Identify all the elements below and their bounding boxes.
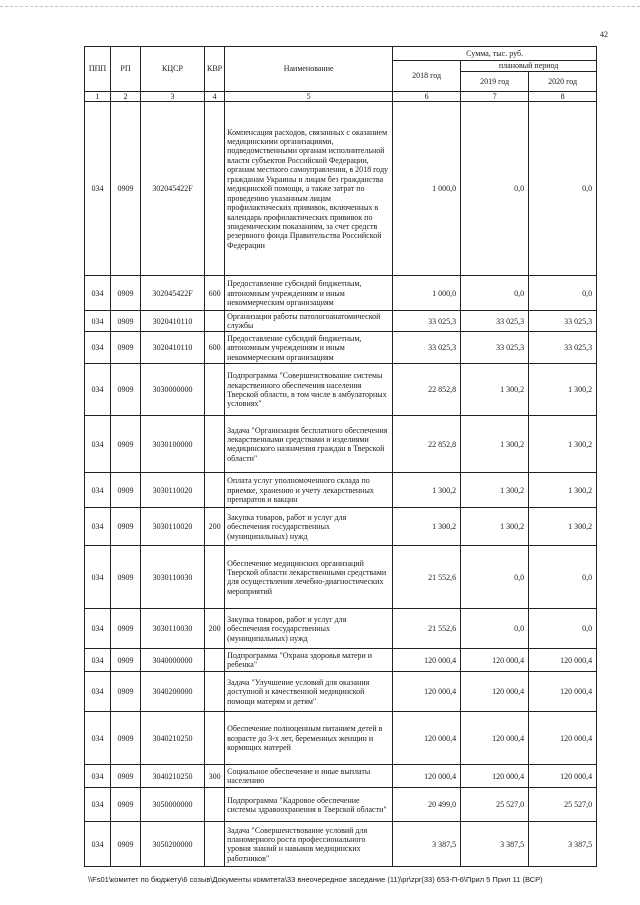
cell-kvr: [205, 788, 225, 822]
header-ppp: ППП: [85, 47, 111, 92]
column-number: 2: [111, 92, 141, 102]
cell-kvr: 200: [205, 609, 225, 649]
cell-name: Социальное обеспечение и иные выплаты населению: [225, 765, 393, 788]
cell-kcsr: 3050200000: [141, 822, 205, 867]
cell-amount-2020: 25 527,0: [529, 788, 597, 822]
cell-name: Закупка товаров, работ и услуг для обеспечения государственных (муниципальных) нужд: [225, 609, 393, 649]
cell-rp: 0909: [111, 609, 141, 649]
cell-amount-2019: 1 300,2: [461, 416, 529, 473]
cell-name: Обеспечение медицинских организаций Тверской области лекарственными средствами для осуществления лечебно-диагностических мероприятий: [225, 546, 393, 609]
cell-amount-2019: 0,0: [461, 546, 529, 609]
cell-name: Подпрограмма "Совершенствование системы лекарственного обеспечения населения Тверской области, в том числе в амбулаторных условиях": [225, 364, 393, 416]
header-rp: РП: [111, 47, 141, 92]
cell-amount-2020: 1 300,2: [529, 416, 597, 473]
cell-kvr: [205, 672, 225, 712]
table-row: [85, 364, 597, 416]
cell-kcsr: 3030110030: [141, 609, 205, 649]
cell-amount-2019: 0,0: [461, 276, 529, 311]
cell-rp: 0909: [111, 364, 141, 416]
cell-kcsr: 302045422F: [141, 102, 205, 276]
cell-rp: 0909: [111, 102, 141, 276]
cell-name: Обеспечение полноценным питанием детей в возрасте до 3-х лет, беременных женщин и кормящих матерей: [225, 712, 393, 765]
cell-amount-2018: 21 552,6: [393, 609, 461, 649]
cell-ppp: 034: [85, 765, 111, 788]
column-number-row: [85, 92, 597, 102]
table-row: [85, 546, 597, 609]
cell-amount-2019: 33 025,3: [461, 311, 529, 332]
cell-rp: 0909: [111, 788, 141, 822]
cell-ppp: 034: [85, 102, 111, 276]
cell-kvr: [205, 364, 225, 416]
cell-amount-2018: 120 000,4: [393, 765, 461, 788]
cell-kcsr: 3040000000: [141, 649, 205, 672]
cell-amount-2020: 1 300,2: [529, 364, 597, 416]
cell-rp: 0909: [111, 332, 141, 364]
cell-rp: 0909: [111, 276, 141, 311]
cell-rp: 0909: [111, 416, 141, 473]
table-row: [85, 788, 597, 822]
cell-ppp: 034: [85, 416, 111, 473]
cell-kcsr: 302045422F: [141, 276, 205, 311]
cell-amount-2019: 120 000,4: [461, 672, 529, 712]
table-row: [85, 311, 597, 332]
cell-kcsr: 3030110030: [141, 546, 205, 609]
cell-rp: 0909: [111, 822, 141, 867]
cell-amount-2019: 120 000,4: [461, 712, 529, 765]
cell-name: Задача "Совершенствование условий для планомерного роста профессионального уровня знаний и навыков медицинских работников": [225, 822, 393, 867]
cell-kvr: [205, 712, 225, 765]
cell-kvr: 600: [205, 332, 225, 364]
cell-kcsr: 3040210250: [141, 712, 205, 765]
cell-amount-2018: 3 387,5: [393, 822, 461, 867]
footer-file-path: \\Fs01\комитет по бюджету\6 созыв\Документы комитета\33 внеочередное заседание (11)\pr\zpr(33) 653-П-6\Прил 5 Прил 11 (ВСР): [88, 875, 543, 884]
cell-amount-2020: 1 300,2: [529, 473, 597, 508]
cell-kvr: 200: [205, 508, 225, 546]
cell-kvr: [205, 416, 225, 473]
cell-kcsr: 3030100000: [141, 416, 205, 473]
cell-kcsr: 3040210250: [141, 765, 205, 788]
cell-amount-2020: 33 025,3: [529, 311, 597, 332]
header-2018: 2018 год: [393, 61, 461, 92]
cell-amount-2019: 0,0: [461, 609, 529, 649]
table-row: [85, 672, 597, 712]
cell-ppp: 034: [85, 473, 111, 508]
cell-rp: 0909: [111, 649, 141, 672]
cell-ppp: 034: [85, 546, 111, 609]
cell-ppp: 034: [85, 822, 111, 867]
cell-ppp: 034: [85, 788, 111, 822]
table-row: [85, 332, 597, 364]
cell-name: Задача "Улучшение условий для оказания доступной и качественной медицинской помощи матерям и детям": [225, 672, 393, 712]
cell-amount-2019: 1 300,2: [461, 364, 529, 416]
cell-amount-2018: 1 300,2: [393, 508, 461, 546]
cell-kvr: 600: [205, 276, 225, 311]
cell-name: Закупка товаров, работ и услуг для обеспечения государственных (муниципальных) нужд: [225, 508, 393, 546]
cell-amount-2019: 25 527,0: [461, 788, 529, 822]
table-row: [85, 822, 597, 867]
cell-kcsr: 3030110020: [141, 473, 205, 508]
cell-amount-2020: 0,0: [529, 276, 597, 311]
cell-amount-2020: 120 000,4: [529, 712, 597, 765]
cell-kvr: [205, 102, 225, 276]
column-number: 6: [393, 92, 461, 102]
cell-amount-2019: 33 025,3: [461, 332, 529, 364]
cell-amount-2019: 1 300,2: [461, 508, 529, 546]
cell-kcsr: 3020410110: [141, 311, 205, 332]
cell-kvr: [205, 311, 225, 332]
cell-amount-2018: 20 499,0: [393, 788, 461, 822]
cell-rp: 0909: [111, 765, 141, 788]
cell-ppp: 034: [85, 672, 111, 712]
cell-name: Оплата услуг уполномоченного склада по приемке, хранению и учету лекарственных препаратов и вакцин: [225, 473, 393, 508]
cell-amount-2018: 21 552,6: [393, 546, 461, 609]
cell-amount-2020: 3 387,5: [529, 822, 597, 867]
cell-amount-2018: 33 025,3: [393, 332, 461, 364]
cell-amount-2018: 120 000,4: [393, 649, 461, 672]
cell-kcsr: 3040200000: [141, 672, 205, 712]
table-row: [85, 609, 597, 649]
cell-kvr: [205, 546, 225, 609]
cell-rp: 0909: [111, 311, 141, 332]
cell-amount-2018: 1 000,0: [393, 276, 461, 311]
header-kcsr: КЦСР: [141, 47, 205, 92]
cell-rp: 0909: [111, 473, 141, 508]
column-number: 8: [529, 92, 597, 102]
page-number: 42: [600, 30, 608, 39]
cell-rp: 0909: [111, 508, 141, 546]
cell-amount-2020: 0,0: [529, 609, 597, 649]
cell-name: Задача "Организация бесплатного обеспечения лекарственными средствами и изделиями медицинского назначения граждан в Тверской области": [225, 416, 393, 473]
cell-amount-2018: 1 000,0: [393, 102, 461, 276]
budget-table: [84, 46, 597, 867]
cell-ppp: 034: [85, 332, 111, 364]
table-row: [85, 473, 597, 508]
cell-name: Компенсация расходов, связанных с оказанием медицинскими организациями, подведомственными органам исполнительной власти субъектов Российской Федерации, органам местного самоуправления, в 2018 году гражданам Украины и лицам без гражданства медицинской помощи, а также затрат по проведению указанным лицам профилактических прививок, включенных в календарь профилактических прививок по эпидемическим показаниям, за счет средств резервного фонда Правительства Российской Федерации: [225, 102, 393, 276]
cell-kcsr: 3030110020: [141, 508, 205, 546]
table-row: [85, 508, 597, 546]
cell-name: Предоставление субсидий бюджетным, автономным учреждениям и иным некоммерческим организациям: [225, 332, 393, 364]
column-number: 5: [225, 92, 393, 102]
column-number: 1: [85, 92, 111, 102]
cell-name: Подпрограмма "Охрана здоровья матери и ребенка": [225, 649, 393, 672]
cell-rp: 0909: [111, 672, 141, 712]
cell-ppp: 034: [85, 276, 111, 311]
cell-amount-2018: 120 000,4: [393, 712, 461, 765]
header-sum: Сумма, тыс. руб.: [393, 47, 597, 61]
cell-name: Предоставление субсидий бюджетным, автономным учреждениям и иным некоммерческим организациям: [225, 276, 393, 311]
top-edge-line: [0, 6, 640, 8]
cell-ppp: 034: [85, 311, 111, 332]
cell-amount-2019: 120 000,4: [461, 649, 529, 672]
column-number: 3: [141, 92, 205, 102]
cell-kvr: [205, 473, 225, 508]
cell-ppp: 034: [85, 364, 111, 416]
cell-kvr: [205, 822, 225, 867]
cell-rp: 0909: [111, 712, 141, 765]
cell-ppp: 034: [85, 712, 111, 765]
cell-amount-2020: 120 000,4: [529, 672, 597, 712]
cell-amount-2019: 120 000,4: [461, 765, 529, 788]
cell-amount-2018: 120 000,4: [393, 672, 461, 712]
cell-kvr: 300: [205, 765, 225, 788]
cell-amount-2020: 1 300,2: [529, 508, 597, 546]
cell-kcsr: 3050000000: [141, 788, 205, 822]
table-row: [85, 649, 597, 672]
cell-amount-2018: 1 300,2: [393, 473, 461, 508]
cell-name: Организация работы патологоанатомической службы: [225, 311, 393, 332]
cell-rp: 0909: [111, 546, 141, 609]
cell-amount-2019: 0,0: [461, 102, 529, 276]
cell-amount-2020: 0,0: [529, 546, 597, 609]
table-row: [85, 276, 597, 311]
cell-kvr: [205, 649, 225, 672]
table-row: [85, 416, 597, 473]
header-name: Наименование: [225, 47, 393, 92]
cell-name: Подпрограмма "Кадровое обеспечение системы здравоохранения в Тверской области": [225, 788, 393, 822]
cell-ppp: 034: [85, 609, 111, 649]
cell-amount-2018: 33 025,3: [393, 311, 461, 332]
cell-amount-2019: 3 387,5: [461, 822, 529, 867]
column-number: 7: [461, 92, 529, 102]
header-2019: 2019 год: [461, 72, 529, 92]
header-2020: 2020 год: [529, 72, 597, 92]
table-row: [85, 765, 597, 788]
cell-kcsr: 3020410110: [141, 332, 205, 364]
cell-amount-2020: 120 000,4: [529, 649, 597, 672]
cell-amount-2018: 22 852,8: [393, 416, 461, 473]
cell-kcsr: 3030000000: [141, 364, 205, 416]
cell-ppp: 034: [85, 508, 111, 546]
cell-amount-2020: 0,0: [529, 102, 597, 276]
cell-amount-2020: 120 000,4: [529, 765, 597, 788]
column-number: 4: [205, 92, 225, 102]
cell-amount-2018: 22 852,8: [393, 364, 461, 416]
cell-amount-2019: 1 300,2: [461, 473, 529, 508]
table-row: [85, 102, 597, 276]
table-row: [85, 712, 597, 765]
header-planned-period: плановый период: [461, 61, 597, 72]
header-kvr: КВР: [205, 47, 225, 92]
cell-amount-2020: 33 025,3: [529, 332, 597, 364]
cell-ppp: 034: [85, 649, 111, 672]
